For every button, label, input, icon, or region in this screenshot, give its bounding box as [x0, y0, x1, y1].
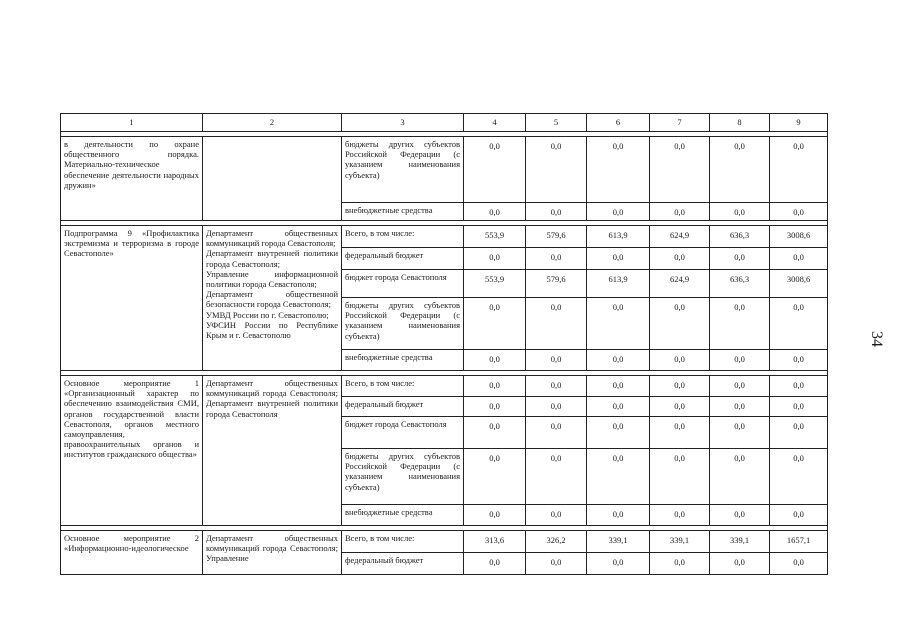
amount-cell: 0,0 — [587, 376, 650, 397]
amount-cell: 0,0 — [770, 553, 828, 575]
executor-line: Департамент внутренней политики города Севастополя; — [206, 248, 338, 269]
page-number: 34 — [868, 331, 885, 347]
amount-cell: 0,0 — [770, 248, 828, 270]
funding-source-cell: бюджеты других субъектов Российской Федерации (с указанием наименования субъекта) — [342, 298, 464, 350]
funding-source-cell: федеральный бюджет — [342, 248, 464, 270]
amount-cell: 0,0 — [650, 397, 710, 417]
funding-source-cell: бюджеты других субъектов Российской Федерации (с указанием наименования субъекта) — [342, 137, 464, 203]
amount-cell: 0,0 — [710, 449, 770, 505]
amount-cell: 0,0 — [710, 350, 770, 371]
funding-source-cell: бюджет города Севастополя — [342, 270, 464, 298]
amount-cell: 0,0 — [526, 553, 587, 575]
header-cell: 8 — [710, 114, 770, 132]
amount-cell: 0,0 — [526, 397, 587, 417]
amount-cell: 0,0 — [650, 449, 710, 505]
amount-cell: 0,0 — [710, 203, 770, 221]
funding-source-cell: Всего, в том числе: — [342, 226, 464, 248]
amount-cell: 0,0 — [587, 350, 650, 371]
header-cell: 2 — [203, 114, 342, 132]
table-body — [61, 137, 828, 575]
responsible-executor-cell: Департамент общественных коммуникаций города Севастополя; Управление — [203, 531, 342, 575]
header-cell: 3 — [342, 114, 464, 132]
funding-source-cell: федеральный бюджет — [342, 553, 464, 575]
funding-source-cell: федеральный бюджет — [342, 397, 464, 417]
funding-source-cell: бюджеты других субъектов Российской Федерации (с указанием наименования субъекта) — [342, 449, 464, 505]
amount-cell: 0,0 — [587, 203, 650, 221]
amount-cell: 0,0 — [464, 505, 526, 526]
amount-cell: 636,3 — [710, 226, 770, 248]
amount-cell: 613,9 — [587, 226, 650, 248]
amount-cell: 0,0 — [464, 376, 526, 397]
funding-source-cell: Всего, в том числе: — [342, 376, 464, 397]
amount-cell: 0,0 — [650, 137, 710, 203]
header-row — [61, 114, 828, 132]
funding-source-cell: Всего, в том числе: — [342, 531, 464, 553]
header-cell: 4 — [464, 114, 526, 132]
executor-line: УМВД России по г. Севастополю; — [206, 309, 329, 320]
amount-cell: 0,0 — [526, 505, 587, 526]
amount-cell: 313,6 — [464, 531, 526, 553]
amount-cell: 0,0 — [587, 137, 650, 203]
table-row — [61, 531, 828, 553]
amount-cell: 0,0 — [710, 553, 770, 575]
amount-cell: 0,0 — [464, 248, 526, 270]
responsible-executor-cell: Департамент общественных коммуникаций города Севастополя; Департамент внутренней политики города Севастополя — [203, 376, 342, 526]
amount-cell: 0,0 — [526, 298, 587, 350]
executor-line: Департамент общественных коммуникаций города Севастополя; — [206, 228, 338, 249]
amount-cell: 613,9 — [587, 270, 650, 298]
amount-cell: 0,0 — [526, 417, 587, 449]
amount-cell: 0,0 — [710, 298, 770, 350]
amount-cell: 0,0 — [770, 376, 828, 397]
amount-cell: 0,0 — [464, 350, 526, 371]
amount-cell: 0,0 — [526, 137, 587, 203]
amount-cell: 0,0 — [526, 449, 587, 505]
funding-source-cell: внебюджетные средства — [342, 203, 464, 221]
amount-cell: 0,0 — [650, 248, 710, 270]
funding-source-cell: внебюджетные средства — [342, 350, 464, 371]
header-cell: 5 — [526, 114, 587, 132]
amount-cell: 0,0 — [770, 397, 828, 417]
amount-cell: 0,0 — [587, 397, 650, 417]
amount-cell: 0,0 — [464, 417, 526, 449]
amount-cell: 0,0 — [770, 298, 828, 350]
amount-cell: 624,9 — [650, 226, 710, 248]
funding-source-cell: бюджет города Севастополя — [342, 417, 464, 449]
amount-cell: 0,0 — [650, 203, 710, 221]
amount-cell: 0,0 — [710, 376, 770, 397]
amount-cell: 0,0 — [770, 137, 828, 203]
amount-cell: 0,0 — [587, 298, 650, 350]
amount-cell: 3008,6 — [770, 226, 828, 248]
amount-cell: 0,0 — [464, 449, 526, 505]
amount-cell: 0,0 — [710, 417, 770, 449]
amount-cell: 579,6 — [526, 226, 587, 248]
amount-cell: 0,0 — [464, 298, 526, 350]
amount-cell: 0,0 — [770, 505, 828, 526]
header-cell: 7 — [650, 114, 710, 132]
amount-cell: 0,0 — [650, 417, 710, 449]
amount-cell: 0,0 — [464, 137, 526, 203]
amount-cell: 0,0 — [587, 449, 650, 505]
executor-line: Управление информационной политики города Севастополя; — [206, 268, 338, 290]
amount-cell: 579,6 — [526, 270, 587, 298]
amount-cell: 0,0 — [710, 505, 770, 526]
executor-line: УФСИН России по Республике Крым и г. Севастополю — [206, 319, 338, 341]
amount-cell: 0,0 — [526, 203, 587, 221]
amount-cell: 0,0 — [650, 505, 710, 526]
budget-table-page — [60, 113, 827, 575]
amount-cell: 0,0 — [770, 203, 828, 221]
responsible-executor-cell — [203, 226, 342, 371]
amount-cell: 0,0 — [587, 248, 650, 270]
amount-cell: 0,0 — [526, 248, 587, 270]
activity-name-cell: Основное мероприятие 1 «Организационный характер по обеспечению взаимодействия СМИ, органов государственной власти Севастополя, органов местного самоуправления, правоохранительных органов и институтов гражданского общества» — [61, 376, 203, 526]
amount-cell: 553,9 — [464, 270, 526, 298]
header-cell: 1 — [61, 114, 203, 132]
amount-cell: 0,0 — [650, 298, 710, 350]
amount-cell: 0,0 — [587, 417, 650, 449]
activity-name-cell: Основное мероприятие 2 «Информационно-идеологическое — [61, 531, 203, 575]
amount-cell: 636,3 — [710, 270, 770, 298]
amount-cell: 0,0 — [710, 397, 770, 417]
amount-cell: 0,0 — [526, 350, 587, 371]
amount-cell: 0,0 — [770, 350, 828, 371]
amount-cell: 553,9 — [464, 226, 526, 248]
amount-cell: 0,0 — [650, 350, 710, 371]
funding-source-cell: внебюджетные средства — [342, 505, 464, 526]
amount-cell: 3008,6 — [770, 270, 828, 298]
amount-cell: 1657,1 — [770, 531, 828, 553]
amount-cell: 0,0 — [464, 397, 526, 417]
amount-cell: 0,0 — [650, 376, 710, 397]
amount-cell: 326,2 — [526, 531, 587, 553]
amount-cell: 0,0 — [464, 203, 526, 221]
amount-cell: 0,0 — [770, 449, 828, 505]
amount-cell: 339,1 — [587, 531, 650, 553]
activity-name-cell: Подпрограмма 9 «Профилактика экстремизма и терроризма в городе Севастополе» — [61, 226, 203, 371]
amount-cell: 0,0 — [770, 417, 828, 449]
amount-cell: 0,0 — [464, 553, 526, 575]
amount-cell: 0,0 — [526, 376, 587, 397]
executor-line: Департамент общественной безопасности города Севастополя; — [206, 289, 338, 310]
budget-table — [60, 113, 828, 575]
table-row — [61, 137, 828, 203]
header-cell: 9 — [770, 114, 828, 132]
amount-cell: 0,0 — [587, 505, 650, 526]
table-row — [61, 376, 828, 397]
amount-cell: 339,1 — [650, 531, 710, 553]
amount-cell: 0,0 — [650, 553, 710, 575]
amount-cell: 0,0 — [587, 553, 650, 575]
responsible-executor-cell — [203, 137, 342, 221]
amount-cell: 339,1 — [710, 531, 770, 553]
activity-name-cell: в деятельности по охране общественного порядка. Материально-техническое обеспечение деятельности народных дружин» — [61, 137, 203, 221]
amount-cell: 624,9 — [650, 270, 710, 298]
header-cell: 6 — [587, 114, 650, 132]
table-row — [61, 226, 828, 248]
amount-cell: 0,0 — [710, 248, 770, 270]
amount-cell: 0,0 — [710, 137, 770, 203]
